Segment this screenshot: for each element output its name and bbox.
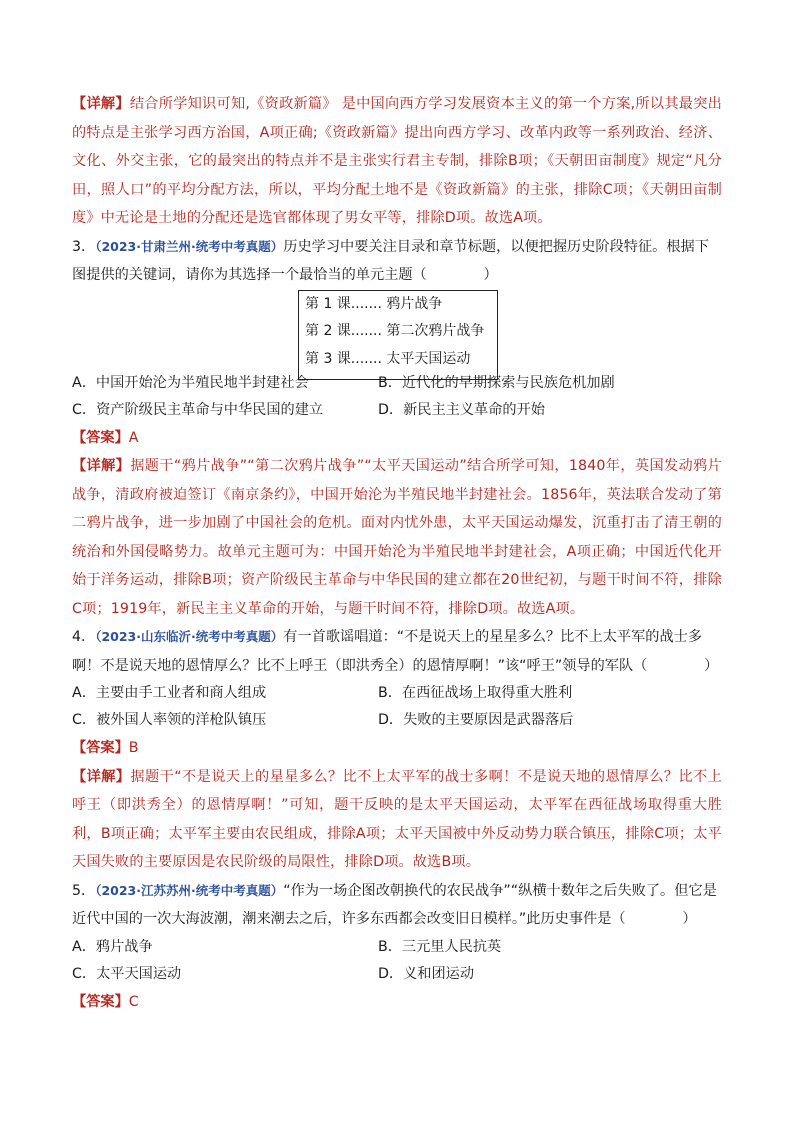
- answer-tag: 【答案】: [72, 993, 129, 1010]
- question-4-answer: [72, 734, 722, 763]
- question-5-answer: [72, 988, 722, 1017]
- answer-value: B: [128, 740, 139, 756]
- q2-detail: [72, 90, 722, 233]
- question-4-options: [72, 680, 722, 734]
- question-4-detail: [72, 763, 722, 877]
- option-c[interactable]: C．被外国人率领的洋枪队镇压: [72, 712, 267, 728]
- option-d[interactable]: D．义和团运动: [378, 965, 475, 982]
- option-a[interactable]: A．主要由手工业者和商人组成: [72, 685, 267, 701]
- question-3-options: [72, 370, 722, 424]
- question-source: （2023·江苏苏州·统考中考真题）: [95, 882, 284, 898]
- detail-text: 据题干“鸦片战争”“第二次鸦片战争”“太平天国运动”结合所学可知，1840年，英国发动鸦片战争，清政府被迫签订《南京条约》，中国开始沦为半殖民地半封建社会。1856年，英法联合发动了第二鸦片战争，进一步加剧了中国社会的危机。面对内忧外患，太平天国运动爆发，沉重打击了清王朝的统治和外国侵略势力。故单元主题可为：中国开始沦为半殖民地半封建社会，A项正确；中国近代化开始于洋务运动，排除B项；资产阶级民主革命与中华民国的建立都在20世纪初，与题干时间不符，排除C项；1919年，新民主主义革命的开始，与题干时间不符，排除D项。故选A项。: [72, 458, 722, 617]
- answer-value: A: [128, 429, 139, 446]
- detail-tag: 【详解】: [72, 458, 131, 474]
- question-source: （2023·山东临沂·统考中考真题）: [95, 629, 284, 644]
- answer-value: C: [128, 993, 139, 1010]
- option-b[interactable]: B．在西征战场上取得重大胜利: [378, 685, 573, 701]
- option-b[interactable]: B．三元里人民抗英: [378, 938, 502, 955]
- option-d[interactable]: D．新民主主义革命的开始: [378, 401, 545, 418]
- toc-item-2: 第 2 课....... 第二次鸦片战争: [305, 323, 485, 339]
- option-d[interactable]: D．失败的主要原因是武器落后: [378, 712, 574, 728]
- question-5-stem: [72, 877, 722, 934]
- table-of-contents-box: [72, 290, 722, 382]
- document-page: [72, 90, 722, 1016]
- detail-tag: 【详解】: [72, 768, 131, 785]
- question-3-stem: [72, 233, 722, 290]
- option-c[interactable]: C．太平天国运动: [72, 965, 182, 982]
- question-4-stem: [72, 623, 722, 680]
- question-source: （2023·甘肃兰州·统考中考真题）: [95, 238, 284, 254]
- detail-text: 据题干“不是说天上的星星多么？比不上太平军的战士多啊！不是说天地的恩情厚么？比不上呼王（即洪秀全）的恩情厚啊！”可知，题干反映的是太平天国运动，太平军在西征战场取得重大胜利，B项正确；太平军主要由农民组成，排除A项；太平天国被中外反动势力联合镇压，排除C项；太平天国失败的主要原因是农民阶级的局限性，排除D项。故选B项。: [72, 768, 722, 870]
- question-number: 5．: [72, 882, 96, 899]
- answer-tag: 【答案】: [72, 740, 129, 756]
- question-text: 有一首歌谣唱道：“不是说天上的星星多么？比不上太平军的战士多啊！不是说天地的恩情厚么？比不上呼王（即洪秀全）的恩情厚啊！”该“呼王”领导的军队（ ）: [72, 629, 719, 674]
- question-number: 4．: [72, 629, 96, 645]
- option-a[interactable]: A．中国开始沦为半殖民地半封建社会: [72, 374, 309, 391]
- detail-tag: 【详解】: [72, 96, 130, 112]
- option-a[interactable]: A．鸦片战争: [72, 938, 153, 955]
- question-number: 3．: [72, 238, 96, 255]
- option-b[interactable]: B．近代化的早期探索与民族危机加剧: [378, 374, 615, 391]
- question-text: 历史学习中要关注目录和章节标题，以便把握历史阶段特征。根据下图提供的关键词，请你为其选择一个最恰当的单元主题（ ）: [72, 238, 709, 283]
- option-c[interactable]: C．资产阶级民主革命与中华民国的建立: [72, 401, 324, 418]
- question-3-answer: [72, 424, 722, 453]
- toc-frame: [298, 290, 498, 380]
- detail-text: 结合所学知识可知,《资政新篇》 是中国向西方学习发展资本主义的第一个方案,所以其最突出的特点是主张学习西方治国，A项正确;《资政新篇》提出向西方学习、改革内政等一系列政治、经济、文化、外交主张，它的最突出的特点并不是主张实行君主专制，排除B项；《天朝田亩制度》规定“凡分田，照人口”的平均分配方法，所以，平均分配土地不是《资政新篇》的主张，排除C项；《天朝田亩制度》中无论是土地的分配还是选官都体现了男女平等，排除D项。故选A项。: [72, 96, 723, 226]
- toc-item-1: 第 1 课....... 鸦片战争: [305, 295, 443, 312]
- question-3-detail: [72, 452, 722, 623]
- question-text: “作为一场企图改朝换代的农民战争”“纵横十数年之后失败了。但它是近代中国的一次大海波潮，潮来潮去之后，许多东西都会改变旧日模样。”此历史事件是（ ）: [72, 882, 717, 927]
- answer-tag: 【答案】: [72, 429, 129, 446]
- toc-item-3: 第 3 课....... 太平天国运动: [305, 350, 471, 367]
- question-5-options: [72, 934, 722, 988]
